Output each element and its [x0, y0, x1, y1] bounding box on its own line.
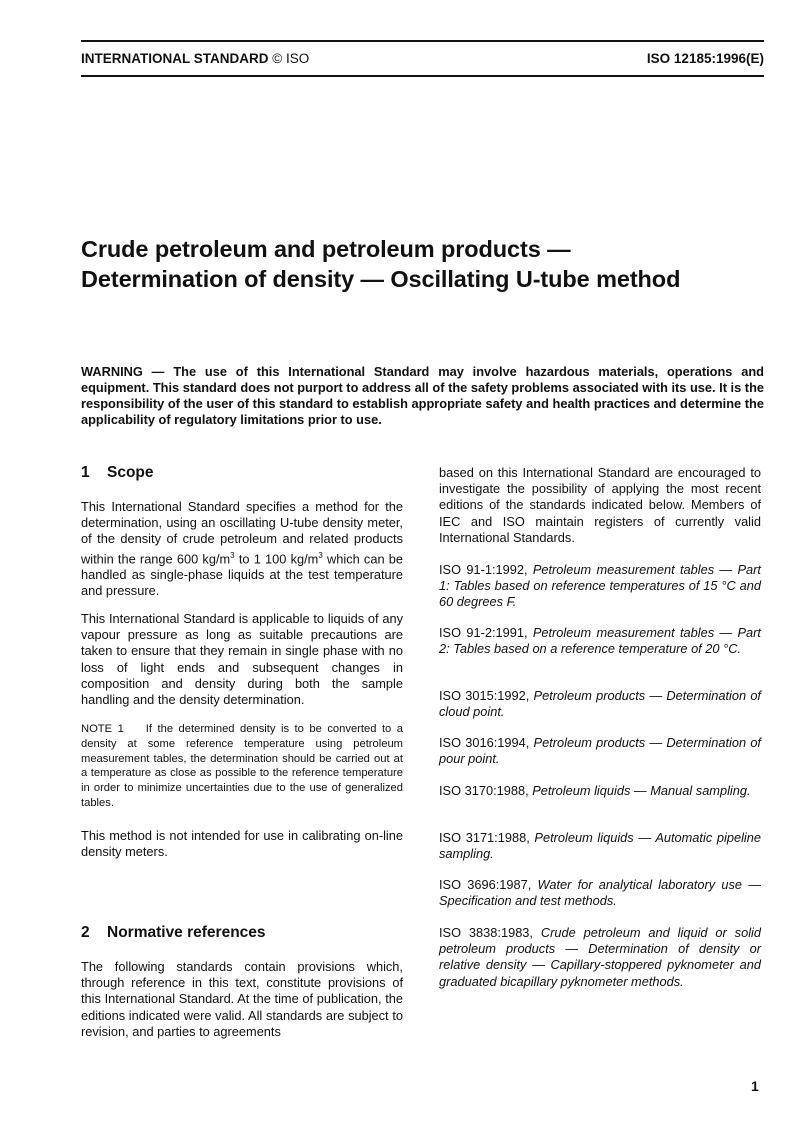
reference-title: Water for analytical laboratory use — Specification and test methods.	[439, 877, 762, 909]
superscript-3: 3	[318, 550, 323, 560]
section-2-title: Normative references	[107, 924, 266, 941]
reference-title: Crude petroleum and liquid or solid petroleum products — Determination of density or relative density — Capillary-stoppered pyknometer and graduated bicapillary pyknometer methods.	[439, 925, 762, 989]
section-1-heading	[81, 463, 154, 483]
scope-p1-part-a: This International Standard specifies a method for the determination, using an oscillating U-tube density meter, of the density of crude petroleum and related products within the range 600 kg/m	[81, 499, 403, 566]
scope-paragraph-1	[81, 499, 403, 599]
section-2-number: 2	[81, 924, 90, 941]
normative-p1-text: The following standards contain provisions which, through reference in this text, constitute provisions of this International Standard. At the time of publication, the editions indicated were valid. All standards are subject to revision, and parties to agreements	[81, 959, 403, 1039]
reference-item	[439, 562, 761, 611]
header-top-rule	[81, 40, 764, 42]
reference-item	[439, 783, 761, 799]
header-standard-number: ISO 12185:1996(E)	[646, 51, 764, 66]
reference-code: ISO 3696:1987,	[439, 877, 538, 892]
scope-p1-part-c: which can be handled as single-phase liquids at the test temperature and pressure.	[81, 550, 404, 599]
document-title	[81, 234, 771, 294]
normative-paragraph-continued	[439, 465, 761, 546]
scope-p1-part-b: to 1 100 kg/m	[234, 550, 319, 566]
reference-item	[439, 625, 761, 657]
reference-code: ISO 3171:1988,	[439, 830, 535, 845]
scope-p2-text: This International Standard is applicable to liquids of any vapour pressure as long as suitable precautions are taken to ensure that they remain in single phase with no loss of light ends and subsequent changes in composition and density during both the sample handling and the density determination.	[81, 611, 403, 708]
superscript-3: 3	[230, 550, 235, 560]
reference-item	[439, 688, 761, 720]
header-bottom-rule	[81, 75, 764, 77]
reference-item	[439, 877, 761, 909]
reference-title: Petroleum liquids — Automatic pipeline sampling.	[439, 830, 761, 862]
page-number: 1	[751, 1078, 759, 1094]
warning-paragraph: WARNING — The use of this International Standard may involve hazardous materials, operations and equipment. This standard does not purport to address all of the safety problems associated with its use. It is the responsibility of the user of this standard to establish appropriate safety and health practices and determine the applicability of regulatory limitations prior to use.	[81, 364, 764, 427]
reference-title: Petroleum measurement tables — Part 2: Tables based on a reference temperature of 20 °C.	[439, 625, 761, 657]
header-standard-text: INTERNATIONAL STANDARD	[81, 51, 269, 66]
scope-paragraph-2	[81, 611, 403, 708]
note-text: If the determined density is to be converted to a density at some reference temperature using petroleum measurement tables, the determination should be carried out at a temperature as close as possible to the reference temperature in order to minimize uncertainties due to the use of generalized tables.	[81, 723, 403, 809]
section-1-title: Scope	[107, 464, 154, 481]
reference-code: ISO 91-1:1992,	[439, 562, 533, 577]
reference-code: ISO 3016:1994,	[439, 735, 534, 750]
title-line-2: Determination of density — Oscillating U-tube method	[81, 266, 681, 292]
reference-title: Petroleum products — Determination of pour point.	[439, 735, 761, 767]
title-line-1: Crude petroleum and petroleum products —	[81, 236, 571, 262]
section-2-heading	[81, 923, 266, 943]
note-label: NOTE 1	[81, 723, 124, 735]
reference-item	[439, 735, 761, 767]
header-standard-label	[81, 51, 309, 66]
reference-code: ISO 91-2:1991,	[439, 625, 533, 640]
reference-title: Petroleum measurement tables — Part 1: Tables based on reference temperatures of 15 °C and 60 degrees F.	[439, 562, 761, 610]
normative-paragraph-1	[81, 959, 403, 1040]
reference-code: ISO 3838:1983,	[439, 925, 541, 940]
reference-title: Petroleum liquids — Manual sampling.	[532, 783, 751, 798]
reference-code: ISO 3170:1988,	[439, 783, 533, 798]
reference-code: ISO 3015:1992,	[439, 688, 534, 703]
reference-item	[439, 830, 761, 862]
section-1-number: 1	[81, 464, 90, 481]
note-1	[81, 722, 403, 811]
normative-p1-continued-text: based on this International Standard are encouraged to investigate the possibility of applying the most recent editions of the standards indicated below. Members of IEC and ISO maintain registers of currently valid International Standards.	[439, 465, 761, 545]
reference-item	[439, 925, 761, 990]
scope-p3-text: This method is not intended for use in calibrating on-line density meters.	[81, 828, 403, 860]
scope-paragraph-3	[81, 828, 403, 860]
header-copyright: © ISO	[272, 51, 310, 66]
reference-title: Petroleum products — Determination of cloud point.	[439, 688, 761, 720]
